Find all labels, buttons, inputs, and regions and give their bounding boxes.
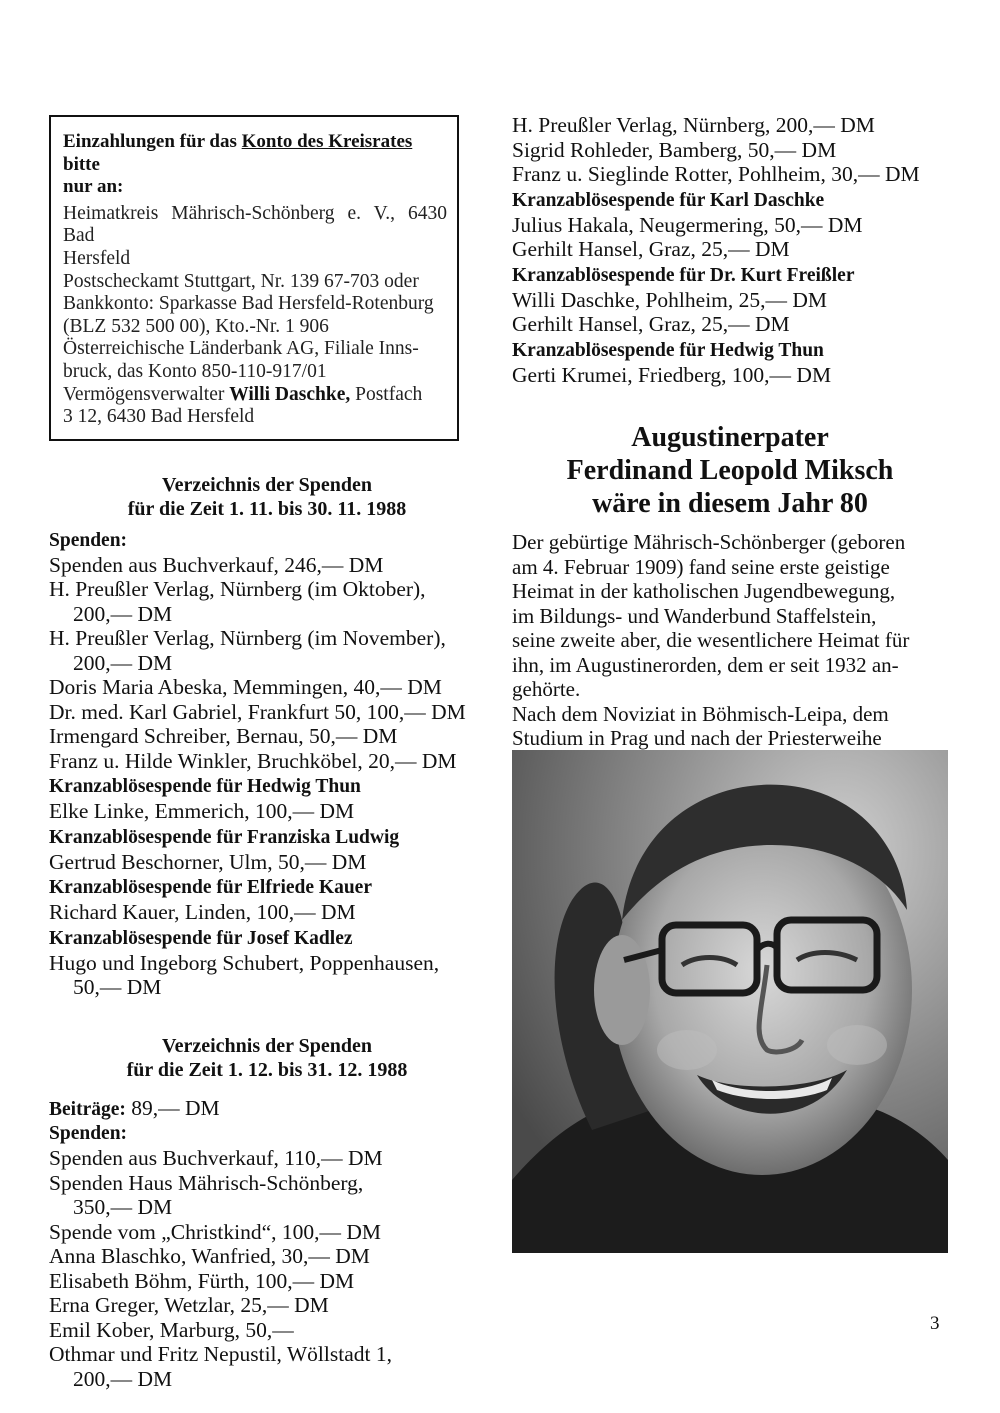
donation-entry: 50,— DM bbox=[73, 975, 162, 1000]
donation-entry: Emil Kober, Marburg, 50,— bbox=[49, 1317, 294, 1342]
heading-part: nur an: bbox=[63, 176, 124, 198]
box-line: (BLZ 532 500 00), Kto.-Nr. 1 906 bbox=[63, 315, 329, 337]
donation-entry: Irmengard Schreiber, Bernau, 50,— DM bbox=[49, 724, 398, 749]
donation-entry: Gerhilt Hansel, Graz, 25,— DM bbox=[512, 237, 790, 261]
box-line: Österreichische Länderbank AG, Filiale Inns- bbox=[63, 338, 419, 360]
box-text: Vermögensverwalter bbox=[63, 383, 230, 405]
wreath-donation-heading: Kranzablösespende für Hedwig Thun bbox=[512, 339, 824, 361]
beitraege-value: 89,— DM bbox=[125, 1095, 220, 1120]
donation-entry: Gerti Krumei, Friedberg, 100,— DM bbox=[512, 362, 832, 387]
left-column bbox=[49, 115, 485, 1391]
donation-entry: Gerhilt Hansel, Graz, 25,— DM bbox=[512, 312, 790, 336]
spenden-label: Spenden: bbox=[49, 1123, 128, 1145]
beitraege-line bbox=[49, 1096, 485, 1123]
box-line bbox=[63, 384, 447, 407]
donation-entry: Dr. med. Karl Gabriel, Frankfurt 50, 100,— DM bbox=[49, 699, 466, 724]
article-line: Der gebürtige Mährisch-Schönberger (geboren bbox=[512, 530, 906, 554]
article-paragraph-1 bbox=[512, 530, 948, 702]
donation-entry: Elke Linke, Emmerich, 100,— DM bbox=[49, 799, 355, 824]
donation-entry: Spenden Haus Mährisch-Schönberg, bbox=[49, 1170, 364, 1195]
box-text: Postfach bbox=[350, 383, 423, 405]
donation-entry: Spenden aus Buchverkauf, 246,— DM bbox=[49, 552, 384, 577]
section2-entries bbox=[49, 1146, 485, 1391]
wreath-donation-heading: Kranzablösespende für Karl Daschke bbox=[512, 189, 825, 211]
article-line: im Bildungs- und Wanderbund Staffelstein, bbox=[512, 603, 877, 628]
donation-entry: Othmar und Fritz Nepustil, Wöllstadt 1, bbox=[49, 1342, 392, 1367]
article-line: Nach dem Noviziat in Böhmisch-Leipa, dem bbox=[512, 701, 889, 726]
page-number: 3 bbox=[930, 1313, 940, 1334]
donation-entry: Gertrud Beschorner, Ulm, 50,— DM bbox=[49, 849, 367, 874]
donation-entry: Julius Hakala, Neugermering, 50,— DM bbox=[512, 212, 863, 237]
section1-period: für die Zeit 1. 11. bis 30. 11. 1988 bbox=[127, 497, 407, 520]
heading-part: bitte bbox=[63, 153, 100, 175]
donation-entry: 200,— DM bbox=[73, 601, 173, 626]
donation-entry: Sigrid Rohleder, Bamberg, 50,— DM bbox=[512, 137, 837, 162]
article-heading-line1: Augustinerpater bbox=[631, 422, 829, 453]
section2-title: Verzeichnis der Spenden bbox=[161, 1034, 373, 1057]
account-box-heading bbox=[63, 131, 447, 199]
donation-entry: Franz u. Sieglinde Rotter, Pohlheim, 30,— DM bbox=[512, 162, 920, 186]
article-line: ihn, im Augustinerorden, dem er seit 1932 an- bbox=[512, 652, 899, 677]
article-line: am 4. Februar 1909) fand seine erste geistige bbox=[512, 554, 890, 579]
spenden-label: Spenden: bbox=[49, 529, 128, 551]
wreath-donation-heading: Kranzablösespende für Josef Kadlez bbox=[49, 927, 353, 949]
account-info-box bbox=[49, 115, 459, 441]
donation-entry: Anna Blaschko, Wanfried, 30,— DM bbox=[49, 1244, 370, 1269]
donation-entry: H. Preußler Verlag, Nürnberg (im November), bbox=[49, 626, 446, 651]
section1-title: Verzeichnis der Spenden bbox=[161, 473, 373, 496]
donation-entry: Spende vom „Christkind“, 100,— DM bbox=[49, 1219, 382, 1244]
portrait-photo bbox=[512, 750, 948, 1253]
donation-entry: Franz u. Hilde Winkler, Bruchköbel, 20,— DM bbox=[49, 748, 457, 773]
donation-entry: H. Preußler Verlag, Nürnberg, 200,— DM bbox=[512, 113, 875, 137]
donation-entry: H. Preußler Verlag, Nürnberg (im Oktober), bbox=[49, 577, 426, 602]
donation-entry: Willi Daschke, Pohlheim, 25,— DM bbox=[512, 287, 828, 312]
donation-entry: Spenden aus Buchverkauf, 110,— DM bbox=[49, 1146, 383, 1171]
beitraege-label: Beiträge: bbox=[49, 1098, 126, 1120]
donation-entry: Doris Maria Abeska, Memmingen, 40,— DM bbox=[49, 675, 442, 700]
box-line: Bankkonto: Sparkasse Bad Hersfeld-Rotenburg bbox=[63, 293, 434, 315]
donation-entry: 200,— DM bbox=[73, 1366, 173, 1391]
article-heading-line2: Ferdinand Leopold Miksch bbox=[566, 455, 894, 486]
wreath-donation-heading: Kranzablösespende für Franziska Ludwig bbox=[49, 826, 400, 848]
heading-underlined: Konto des Kreisrates bbox=[241, 131, 413, 152]
right-column bbox=[512, 113, 948, 751]
box-line: bruck, das Konto 850-110-917/01 bbox=[63, 360, 327, 382]
box-name-bold: Willi Daschke, bbox=[229, 383, 351, 405]
wreath-donation-heading: Kranzablösespende für Elfriede Kauer bbox=[49, 877, 372, 899]
wreath-donation-heading: Kranzablösespende für Hedwig Thun bbox=[49, 776, 361, 798]
article-paragraph-2 bbox=[512, 702, 948, 751]
donation-entry: Elisabeth Böhm, Fürth, 100,— DM bbox=[49, 1268, 355, 1293]
section1-entries bbox=[49, 553, 485, 774]
donation-entry: Hugo und Ingeborg Schubert, Poppenhausen, bbox=[49, 950, 440, 975]
article-line: gehörte. bbox=[512, 677, 581, 701]
section2-period: für die Zeit 1. 12. bis 31. 12. 1988 bbox=[126, 1058, 408, 1081]
article-line: Heimat in der katholischen Jugendbewegung, bbox=[512, 579, 896, 603]
box-line: Postscheckamt Stuttgart, Nr. 139 67-703 oder bbox=[63, 270, 419, 292]
article-line: seine zweite aber, die wesentlichere Heimat für bbox=[512, 628, 910, 652]
article-heading-line3: wäre in diesem Jahr 80 bbox=[592, 488, 868, 519]
donation-entry: Richard Kauer, Linden, 100,— DM bbox=[49, 900, 356, 925]
donation-entry: 350,— DM bbox=[73, 1195, 173, 1220]
wreath-donation-heading: Kranzablösespende für Dr. Kurt Freißler bbox=[512, 264, 855, 286]
article-line: Studium in Prag und nach der Priesterweihe bbox=[512, 726, 882, 750]
box-line: Hersfeld bbox=[63, 247, 131, 269]
box-line: 3 12, 6430 Bad Hersfeld bbox=[63, 406, 255, 428]
heading-part: Einzahlungen für das bbox=[63, 131, 242, 152]
donation-entry: 200,— DM bbox=[73, 650, 173, 675]
box-line: Heimatkreis Mährisch-Schönberg e. V., 6430 Bad bbox=[63, 202, 447, 247]
donation-entry: Erna Greger, Wetzlar, 25,— DM bbox=[49, 1293, 329, 1318]
